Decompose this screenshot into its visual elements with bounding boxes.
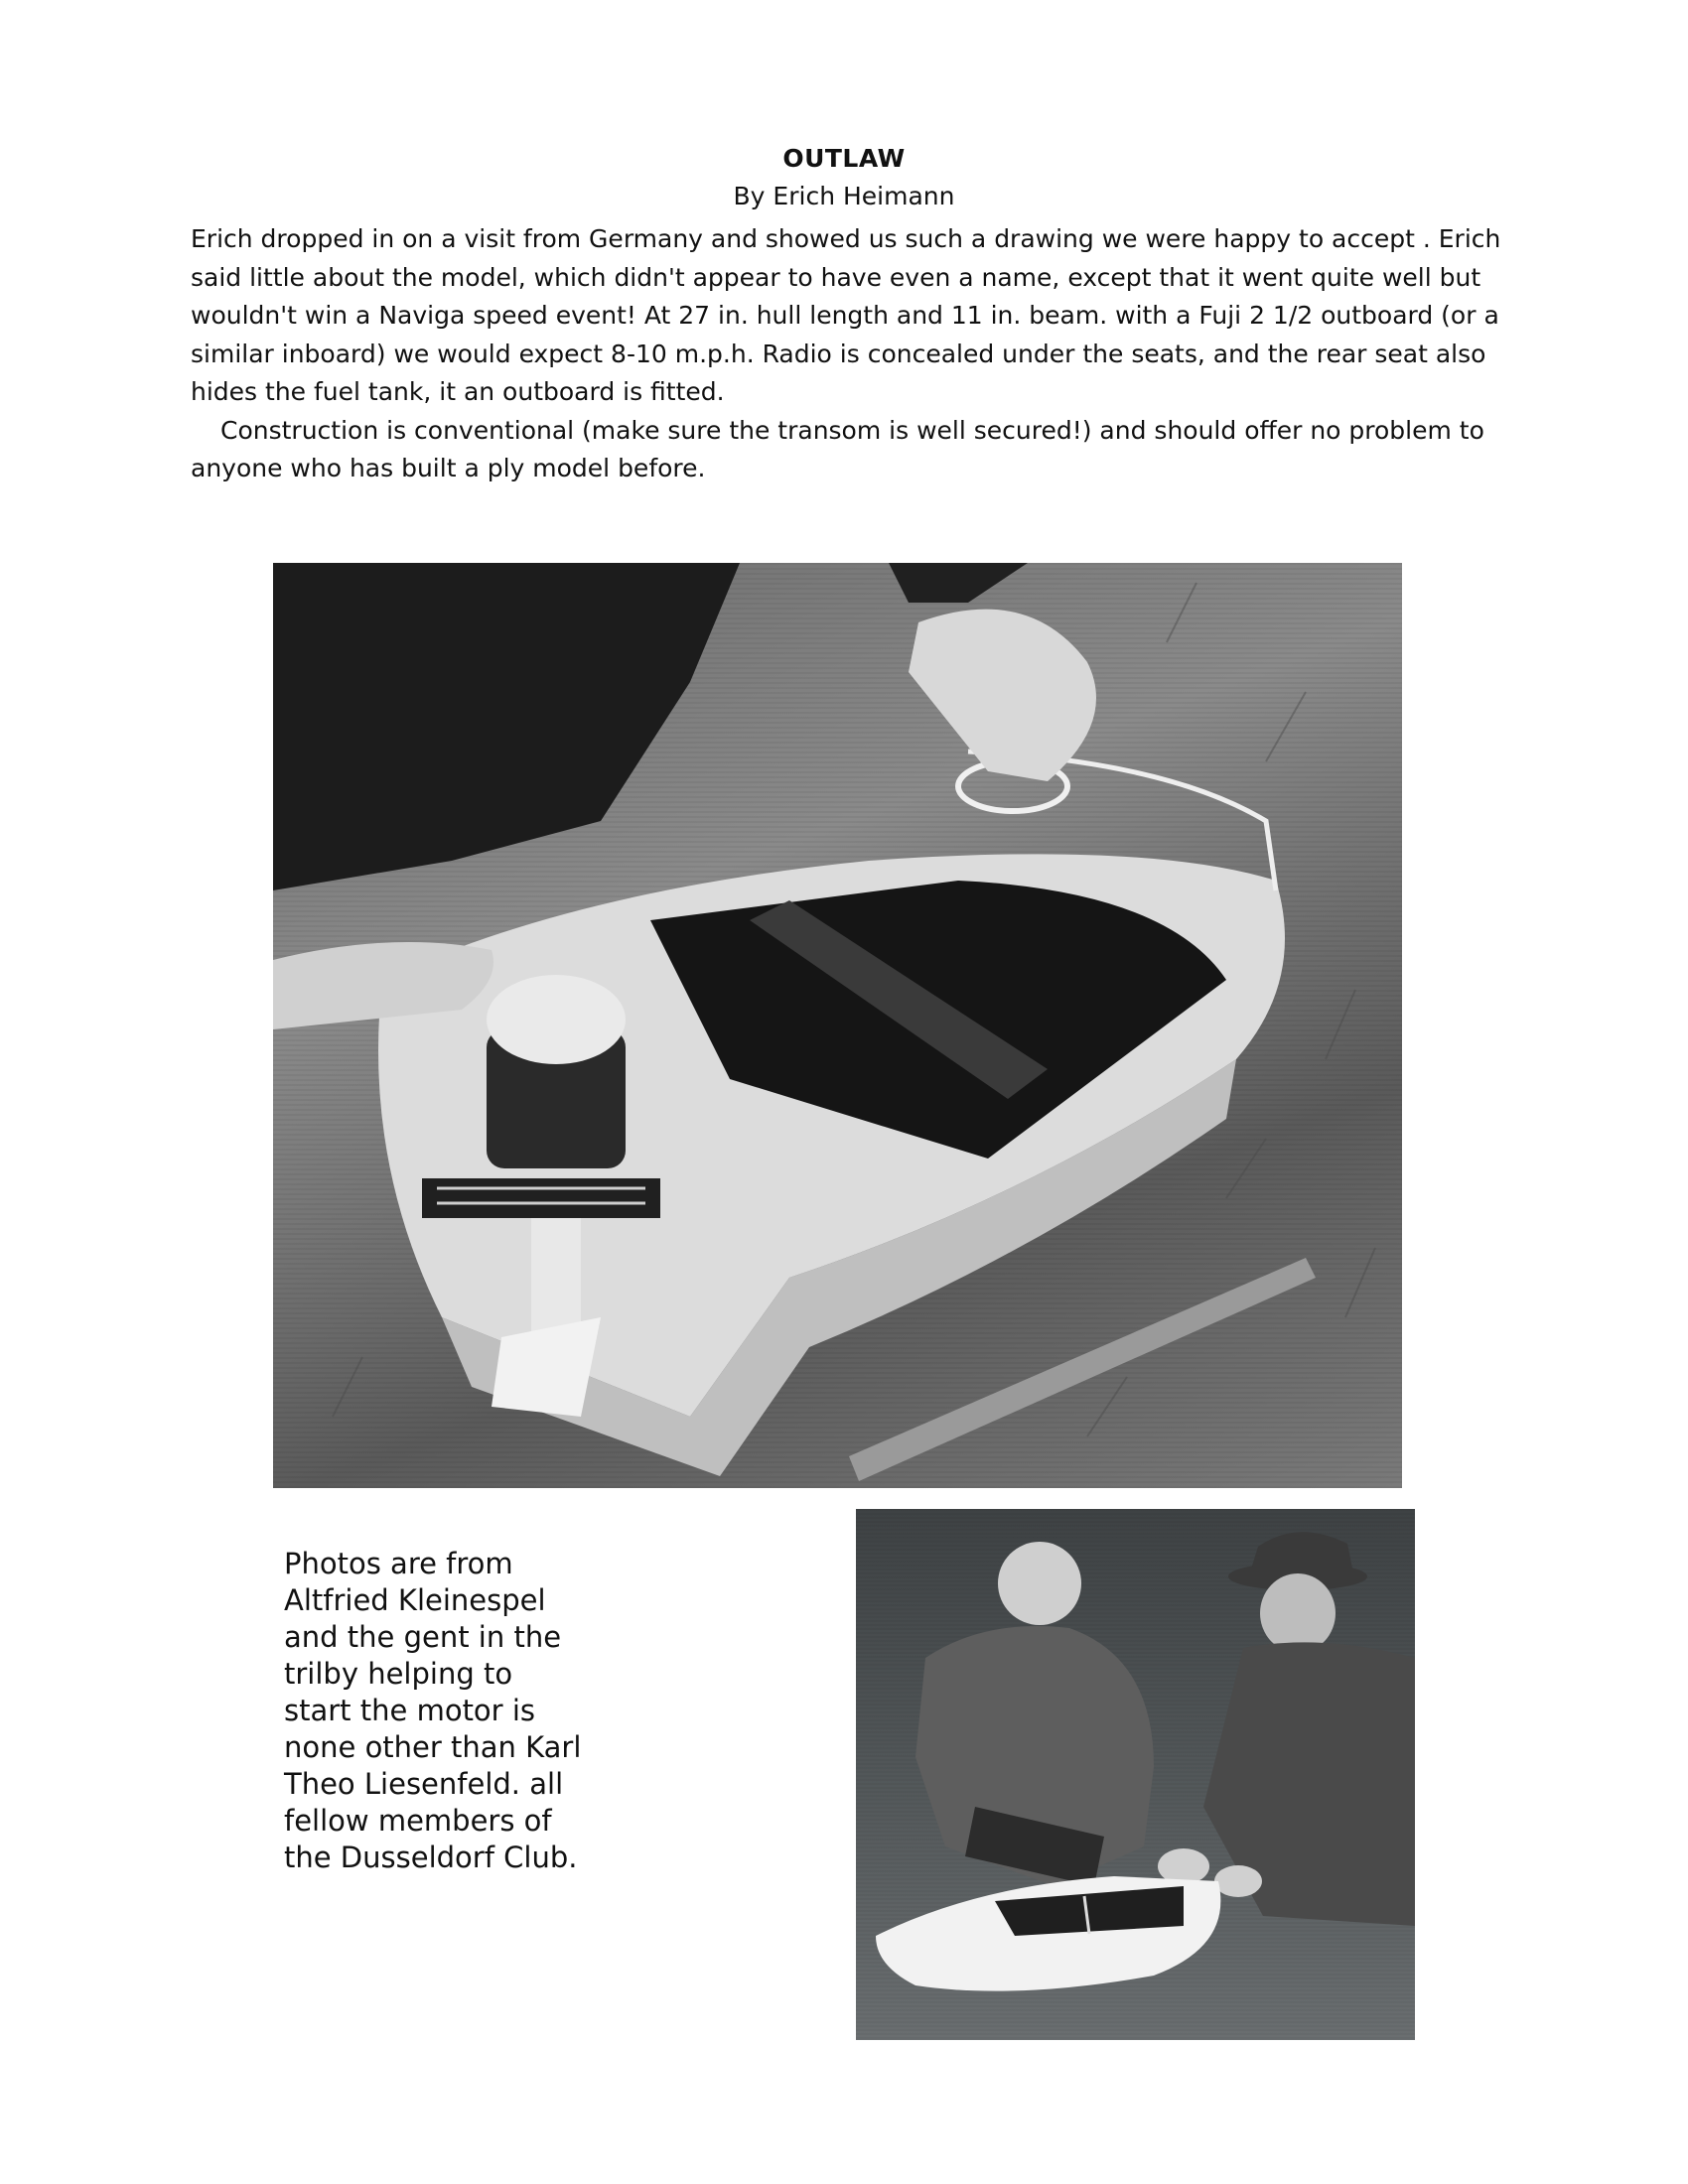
construction-paragraph: Construction is conventional (make sure the transom is well secured!) and should offer no problem to anyone who has built a ply model before. (191, 415, 1484, 482)
article-body (191, 220, 1501, 488)
boat-photo (273, 563, 1402, 1488)
photo-caption: Photos are from Altfried Kleinespel and the gent in the trilby helping to start the motor is none other than Karl Theo Liesenfeld. all fellow members of the Dusseldorf Club. (284, 1547, 582, 1874)
men-photo-illustration (856, 1509, 1415, 2040)
article-byline: By Erich Heimann (733, 182, 955, 210)
men-photo (856, 1509, 1415, 2040)
boat-photo-illustration (273, 563, 1402, 1488)
article-title: OUTLAW (782, 144, 906, 173)
intro-paragraph: Erich dropped in on a visit from Germany and showed us such a drawing we were happy to accept . Erich said little about the model, which didn't appear to have even a name, except that it went quite well but wouldn't win a Naviga speed event! At 27 in. hull length and 11 in. beam. with a Fuji 2 1/2 outboard (or a similar inboard) we would expect 8-10 m.p.h. Radio is concealed under the seats, and the rear seat also hides the fuel tank, it an outboard is fitted. (191, 224, 1501, 406)
